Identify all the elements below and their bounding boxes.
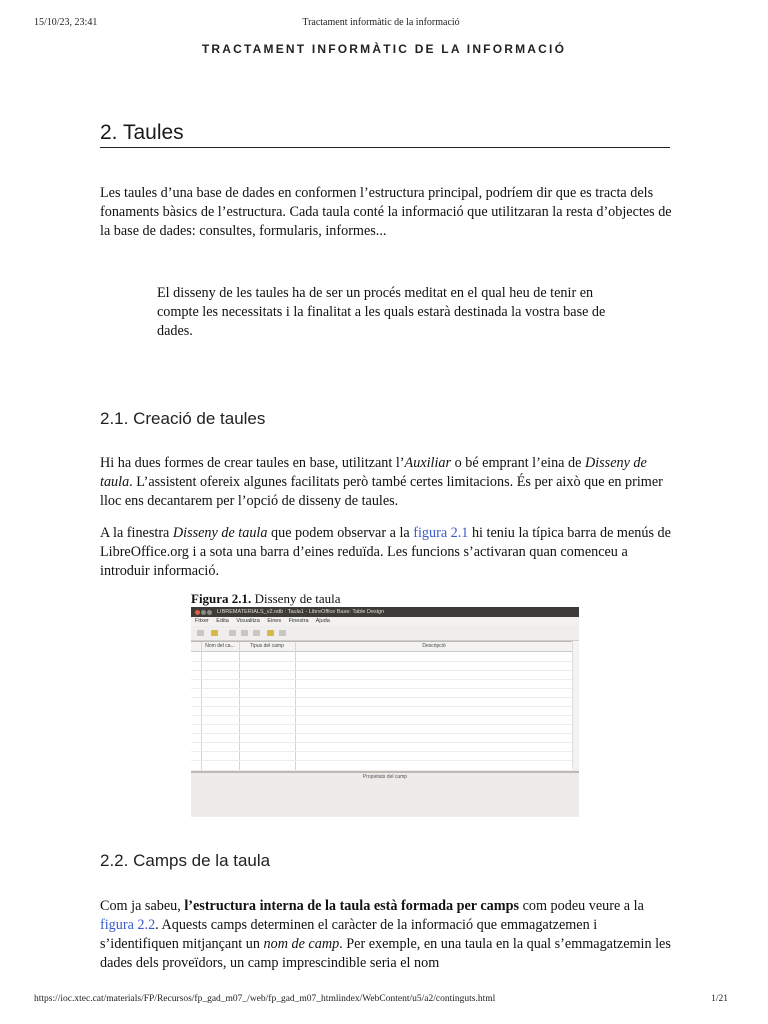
- paragraph-window: A la finestra Disseny de taula que podem observar a la figura 2.1 hi teniu la típica barra de menús de LibreOffice.org i a sota una barra d’eines reduïda. Les funcions s’activaran quan comenceu a introduir informació.: [100, 525, 671, 579]
- minimize-icon: [201, 610, 206, 615]
- column-header[interactable]: Tipus del camp: [250, 643, 284, 649]
- subsection-number: 2.2.: [100, 851, 129, 870]
- primary-key-icon[interactable]: [267, 630, 274, 636]
- link-figura-2-1[interactable]: figura 2.1: [413, 525, 469, 541]
- close-icon: [195, 610, 200, 615]
- toolbar: [191, 626, 579, 641]
- menu-item[interactable]: Ajuda: [315, 618, 330, 624]
- figure-label: Figura 2.1.: [191, 591, 252, 606]
- window-titlebar: [191, 607, 579, 617]
- menu-item[interactable]: Eines: [267, 618, 282, 624]
- vertical-scrollbar[interactable]: [572, 641, 579, 769]
- maximize-icon: [207, 610, 212, 615]
- edit-icon[interactable]: [211, 630, 218, 636]
- subsection-title: Creació de taules: [133, 409, 266, 428]
- grid-header: [191, 642, 573, 652]
- emphasis-disseny: Disseny de taula: [100, 455, 647, 490]
- menubar: [191, 617, 579, 626]
- window-title: LIBREMATERIALS_v2.odb : Taula1 - LibreOffice Base: Table Design: [217, 609, 385, 615]
- undo-icon[interactable]: [279, 630, 286, 636]
- print-header: [34, 17, 728, 31]
- link-figura-2-2[interactable]: figura 2.2: [100, 917, 156, 933]
- paragraph-creation: Hi ha dues formes de crear taules en base, utilitzant l’Auxiliar o bé emprant l’eina de Disseny de taula. L’assistent ofereix algunes facilitats però també certes limitacions. És per això que en primer lloc ens decantarem per l’opció de disseny de taules.: [100, 455, 663, 509]
- subsection-heading-2-2: [100, 851, 270, 871]
- paste-icon[interactable]: [253, 630, 260, 636]
- intro-paragraph: Les taules d’una base de dades en conformen l’estructura principal, podríem dir que es tracta dels fonaments bàsics de l’estructura. Cada taula conté la informació que utilitzaran la resta d’objectes de la base de dades: consultes, formularis, informes...: [100, 185, 672, 239]
- field-properties-panel: [191, 771, 579, 817]
- window-controls: [195, 609, 213, 619]
- paragraph-fields: Com ja sabeu, l’estructura interna de la taula està formada per camps com podeu veure a la figura 2.2. Aquests camps determinen el caràcter de la informació que emmagatzemen i s’identifiquen mitjançant un nom de camp. Per exemple, en una taula en la qual s’emmagatzemin les dades dels proveïdors, un camp imprescindible seria el nom: [100, 898, 671, 971]
- subsection-number: 2.1.: [100, 409, 129, 428]
- emphasis-nom-camp: nom de camp: [263, 936, 340, 952]
- column-header[interactable]: Descripció: [422, 643, 446, 649]
- field-grid[interactable]: [191, 641, 573, 770]
- menu-item[interactable]: Finestra: [288, 618, 309, 624]
- cut-icon[interactable]: [229, 630, 236, 636]
- menu-item[interactable]: Fitxer: [195, 618, 209, 624]
- print-title: Tractament informàtic de la informació: [302, 17, 460, 28]
- save-icon[interactable]: [197, 630, 204, 636]
- section-title: 2. Taules: [100, 120, 670, 148]
- page-number: 1/21: [711, 994, 728, 1004]
- properties-label: Propietats del camp: [362, 774, 408, 780]
- emphasis-auxiliar: Auxiliar: [404, 455, 452, 471]
- menu-item[interactable]: Edita: [216, 618, 229, 624]
- subsection-title: Camps de la taula: [133, 851, 271, 870]
- note-box: El disseny de les taules ha de ser un procés meditat en el qual heu de tenir en compte les necessitats i la finalitat a les quals estarà destinada la vostra base de dades.: [157, 285, 606, 339]
- menu-item[interactable]: Visualitza: [236, 618, 260, 624]
- print-datetime: 15/10/23, 23:41: [34, 17, 98, 28]
- figure-caption: Figura 2.1. Disseny de taula: [191, 591, 341, 606]
- subsection-heading-2-1: [100, 409, 265, 429]
- site-title: TRACTAMENT INFORMÀTIC DE LA INFORMACIÓ: [201, 42, 567, 56]
- figure-screenshot: [191, 607, 579, 817]
- column-header[interactable]: Nom del ca...: [205, 643, 235, 649]
- emphasis-disseny-taula: Disseny de taula: [172, 525, 268, 541]
- strong-text: l’estructura interna de la taula està formada per camps: [184, 898, 520, 914]
- copy-icon[interactable]: [241, 630, 248, 636]
- print-url: https://ioc.xtec.cat/materials/FP/Recursos/fp_gad_m07_/web/fp_gad_m07_htmlindex/WebContent/u5/a2/continguts.html: [34, 994, 496, 1004]
